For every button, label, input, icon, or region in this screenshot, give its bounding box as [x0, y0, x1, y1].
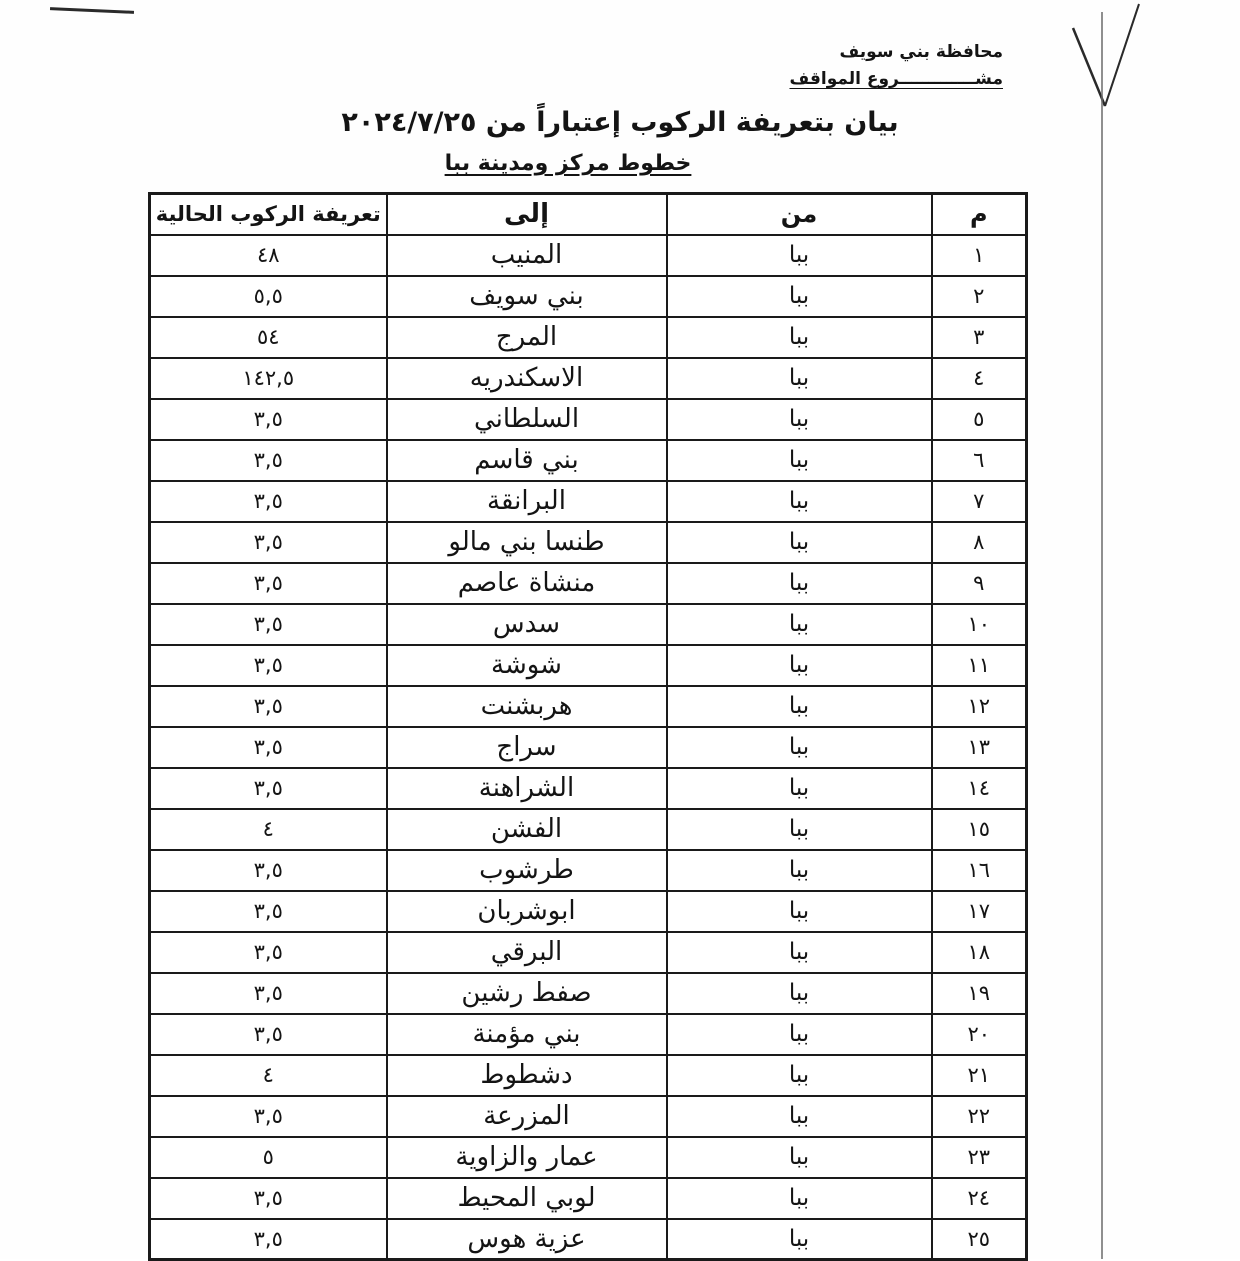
governorate-name: محافظة بني سويف: [839, 42, 1003, 62]
cell-num: ١١: [932, 645, 1027, 686]
cell-from: ببا: [667, 727, 932, 768]
cell-from: ببا: [667, 1219, 932, 1260]
effective-date: ٢٠٢٤/٧/٢٥: [341, 107, 477, 138]
cell-to: عزية هوس: [387, 1219, 667, 1260]
cell-to: سدس: [387, 604, 667, 645]
cell-to: السلطاني: [387, 399, 667, 440]
fare-row: [150, 522, 1027, 563]
cell-fare: ٣,٥: [150, 891, 387, 932]
cell-from: ببا: [667, 1096, 932, 1137]
cell-to: طرشوب: [387, 850, 667, 891]
fare-row: [150, 768, 1027, 809]
cell-fare: ٣,٥: [150, 768, 387, 809]
fare-row: [150, 932, 1027, 973]
cell-num: ٢٢: [932, 1096, 1027, 1137]
cell-from: ببا: [667, 358, 932, 399]
fare-row: [150, 604, 1027, 645]
fare-row: [150, 1219, 1027, 1260]
fare-table: [148, 192, 1028, 1261]
fare-row: [150, 973, 1027, 1014]
fare-row: [150, 1055, 1027, 1096]
header-number: م: [932, 194, 1027, 235]
cell-fare: ٤: [150, 809, 387, 850]
document-title: [0, 107, 1240, 138]
cell-to: بني قاسم: [387, 440, 667, 481]
cell-num: ٢٥: [932, 1219, 1027, 1260]
cell-from: ببا: [667, 440, 932, 481]
fare-row: [150, 850, 1027, 891]
cell-from: ببا: [667, 481, 932, 522]
title-text: بيان بتعريفة الركوب إعتباراً من: [485, 107, 899, 138]
cell-from: ببا: [667, 563, 932, 604]
document-letterhead: [789, 42, 1003, 89]
header-fare: تعريفة الركوب الحالية: [150, 194, 387, 235]
fare-table-body: [150, 235, 1027, 1260]
cell-fare: ٥,٥: [150, 276, 387, 317]
cell-to: البرانقة: [387, 481, 667, 522]
cell-from: ببا: [667, 768, 932, 809]
cell-fare: ٣,٥: [150, 481, 387, 522]
cell-to: منشاة عاصم: [387, 563, 667, 604]
cell-fare: ٣,٥: [150, 1178, 387, 1219]
cell-num: ١٦: [932, 850, 1027, 891]
cell-num: ١٢: [932, 686, 1027, 727]
cell-from: ببا: [667, 1014, 932, 1055]
fare-row: [150, 276, 1027, 317]
cell-from: ببا: [667, 932, 932, 973]
cell-to: الشراهنة: [387, 768, 667, 809]
fare-row: [150, 399, 1027, 440]
fare-row: [150, 1137, 1027, 1178]
fare-row: [150, 235, 1027, 276]
cell-num: ٣: [932, 317, 1027, 358]
cell-num: ٢١: [932, 1055, 1027, 1096]
project-name: مشـــــــــــــروع المواقف: [789, 69, 1003, 89]
document-subtitle: خطوط مركز ومدينة ببا: [444, 151, 692, 176]
cell-num: ١٥: [932, 809, 1027, 850]
cell-from: ببا: [667, 891, 932, 932]
cell-to: المزرعة: [387, 1096, 667, 1137]
cell-fare: ٤٨: [150, 235, 387, 276]
cell-num: ٢: [932, 276, 1027, 317]
cell-from: ببا: [667, 973, 932, 1014]
cell-to: ابوشربان: [387, 891, 667, 932]
cell-from: ببا: [667, 1055, 932, 1096]
cell-to: هربشنت: [387, 686, 667, 727]
cell-to: دشطوط: [387, 1055, 667, 1096]
cell-fare: ٤: [150, 1055, 387, 1096]
cell-fare: ٣,٥: [150, 932, 387, 973]
cell-num: ١٤: [932, 768, 1027, 809]
cell-num: ٩: [932, 563, 1027, 604]
fare-row: [150, 1178, 1027, 1219]
cell-to: الفشن: [387, 809, 667, 850]
cell-to: شوشة: [387, 645, 667, 686]
cell-to: سراج: [387, 727, 667, 768]
cell-from: ببا: [667, 809, 932, 850]
cell-to: بني مؤمنة: [387, 1014, 667, 1055]
cell-fare: ٣,٥: [150, 973, 387, 1014]
fare-row: [150, 317, 1027, 358]
fare-row: [150, 481, 1027, 522]
fare-row: [150, 1014, 1027, 1055]
fare-row: [150, 563, 1027, 604]
cell-fare: ٣,٥: [150, 1014, 387, 1055]
cell-num: ١٠: [932, 604, 1027, 645]
cell-fare: ٣,٥: [150, 563, 387, 604]
cell-num: ٢٤: [932, 1178, 1027, 1219]
cell-num: ٦: [932, 440, 1027, 481]
cell-to: عمار والزاوية: [387, 1137, 667, 1178]
cell-fare: ٣,٥: [150, 1219, 387, 1260]
cell-to: المرج: [387, 317, 667, 358]
cell-fare: ٣,٥: [150, 686, 387, 727]
cell-fare: ٣,٥: [150, 645, 387, 686]
cell-num: ١: [932, 235, 1027, 276]
cell-to: لوبي المحيط: [387, 1178, 667, 1219]
fare-row: [150, 727, 1027, 768]
cell-num: ١٨: [932, 932, 1027, 973]
pen-mark-top-right-icon: [1055, 0, 1155, 120]
cell-num: ١٩: [932, 973, 1027, 1014]
cell-fare: ٣,٥: [150, 399, 387, 440]
fare-row: [150, 440, 1027, 481]
cell-num: ٢٠: [932, 1014, 1027, 1055]
cell-fare: ٣,٥: [150, 727, 387, 768]
header-to: إلى: [387, 194, 667, 235]
cell-fare: ٣,٥: [150, 440, 387, 481]
cell-from: ببا: [667, 686, 932, 727]
cell-num: ١٣: [932, 727, 1027, 768]
cell-from: ببا: [667, 522, 932, 563]
cell-to: البرقي: [387, 932, 667, 973]
cell-from: ببا: [667, 276, 932, 317]
cell-to: صفط رشين: [387, 973, 667, 1014]
cell-to: الاسكندريه: [387, 358, 667, 399]
table-header-row: [150, 194, 1027, 235]
fare-row: [150, 809, 1027, 850]
cell-to: بني سويف: [387, 276, 667, 317]
cell-fare: ٣,٥: [150, 604, 387, 645]
cell-fare: ٥: [150, 1137, 387, 1178]
cell-num: ١٧: [932, 891, 1027, 932]
cell-num: ٢٣: [932, 1137, 1027, 1178]
cell-from: ببا: [667, 399, 932, 440]
cell-to: المنيب: [387, 235, 667, 276]
cell-from: ببا: [667, 317, 932, 358]
fare-row: [150, 891, 1027, 932]
cell-num: ٥: [932, 399, 1027, 440]
fare-row: [150, 358, 1027, 399]
fare-row: [150, 1096, 1027, 1137]
cell-to: طنسا بني مالو: [387, 522, 667, 563]
cell-fare: ١٤٢,٥: [150, 358, 387, 399]
cell-from: ببا: [667, 1137, 932, 1178]
cell-num: ٧: [932, 481, 1027, 522]
cell-from: ببا: [667, 1178, 932, 1219]
scan-page-edge-line: [1101, 12, 1103, 1259]
cell-from: ببا: [667, 850, 932, 891]
fare-row: [150, 686, 1027, 727]
cell-fare: ٣,٥: [150, 522, 387, 563]
scan-mark-top-left: [50, 7, 134, 14]
cell-from: ببا: [667, 645, 932, 686]
cell-fare: ٥٤: [150, 317, 387, 358]
fare-row: [150, 645, 1027, 686]
cell-fare: ٣,٥: [150, 1096, 387, 1137]
cell-fare: ٣,٥: [150, 850, 387, 891]
cell-from: ببا: [667, 235, 932, 276]
cell-num: ٤: [932, 358, 1027, 399]
cell-from: ببا: [667, 604, 932, 645]
cell-num: ٨: [932, 522, 1027, 563]
header-from: من: [667, 194, 932, 235]
